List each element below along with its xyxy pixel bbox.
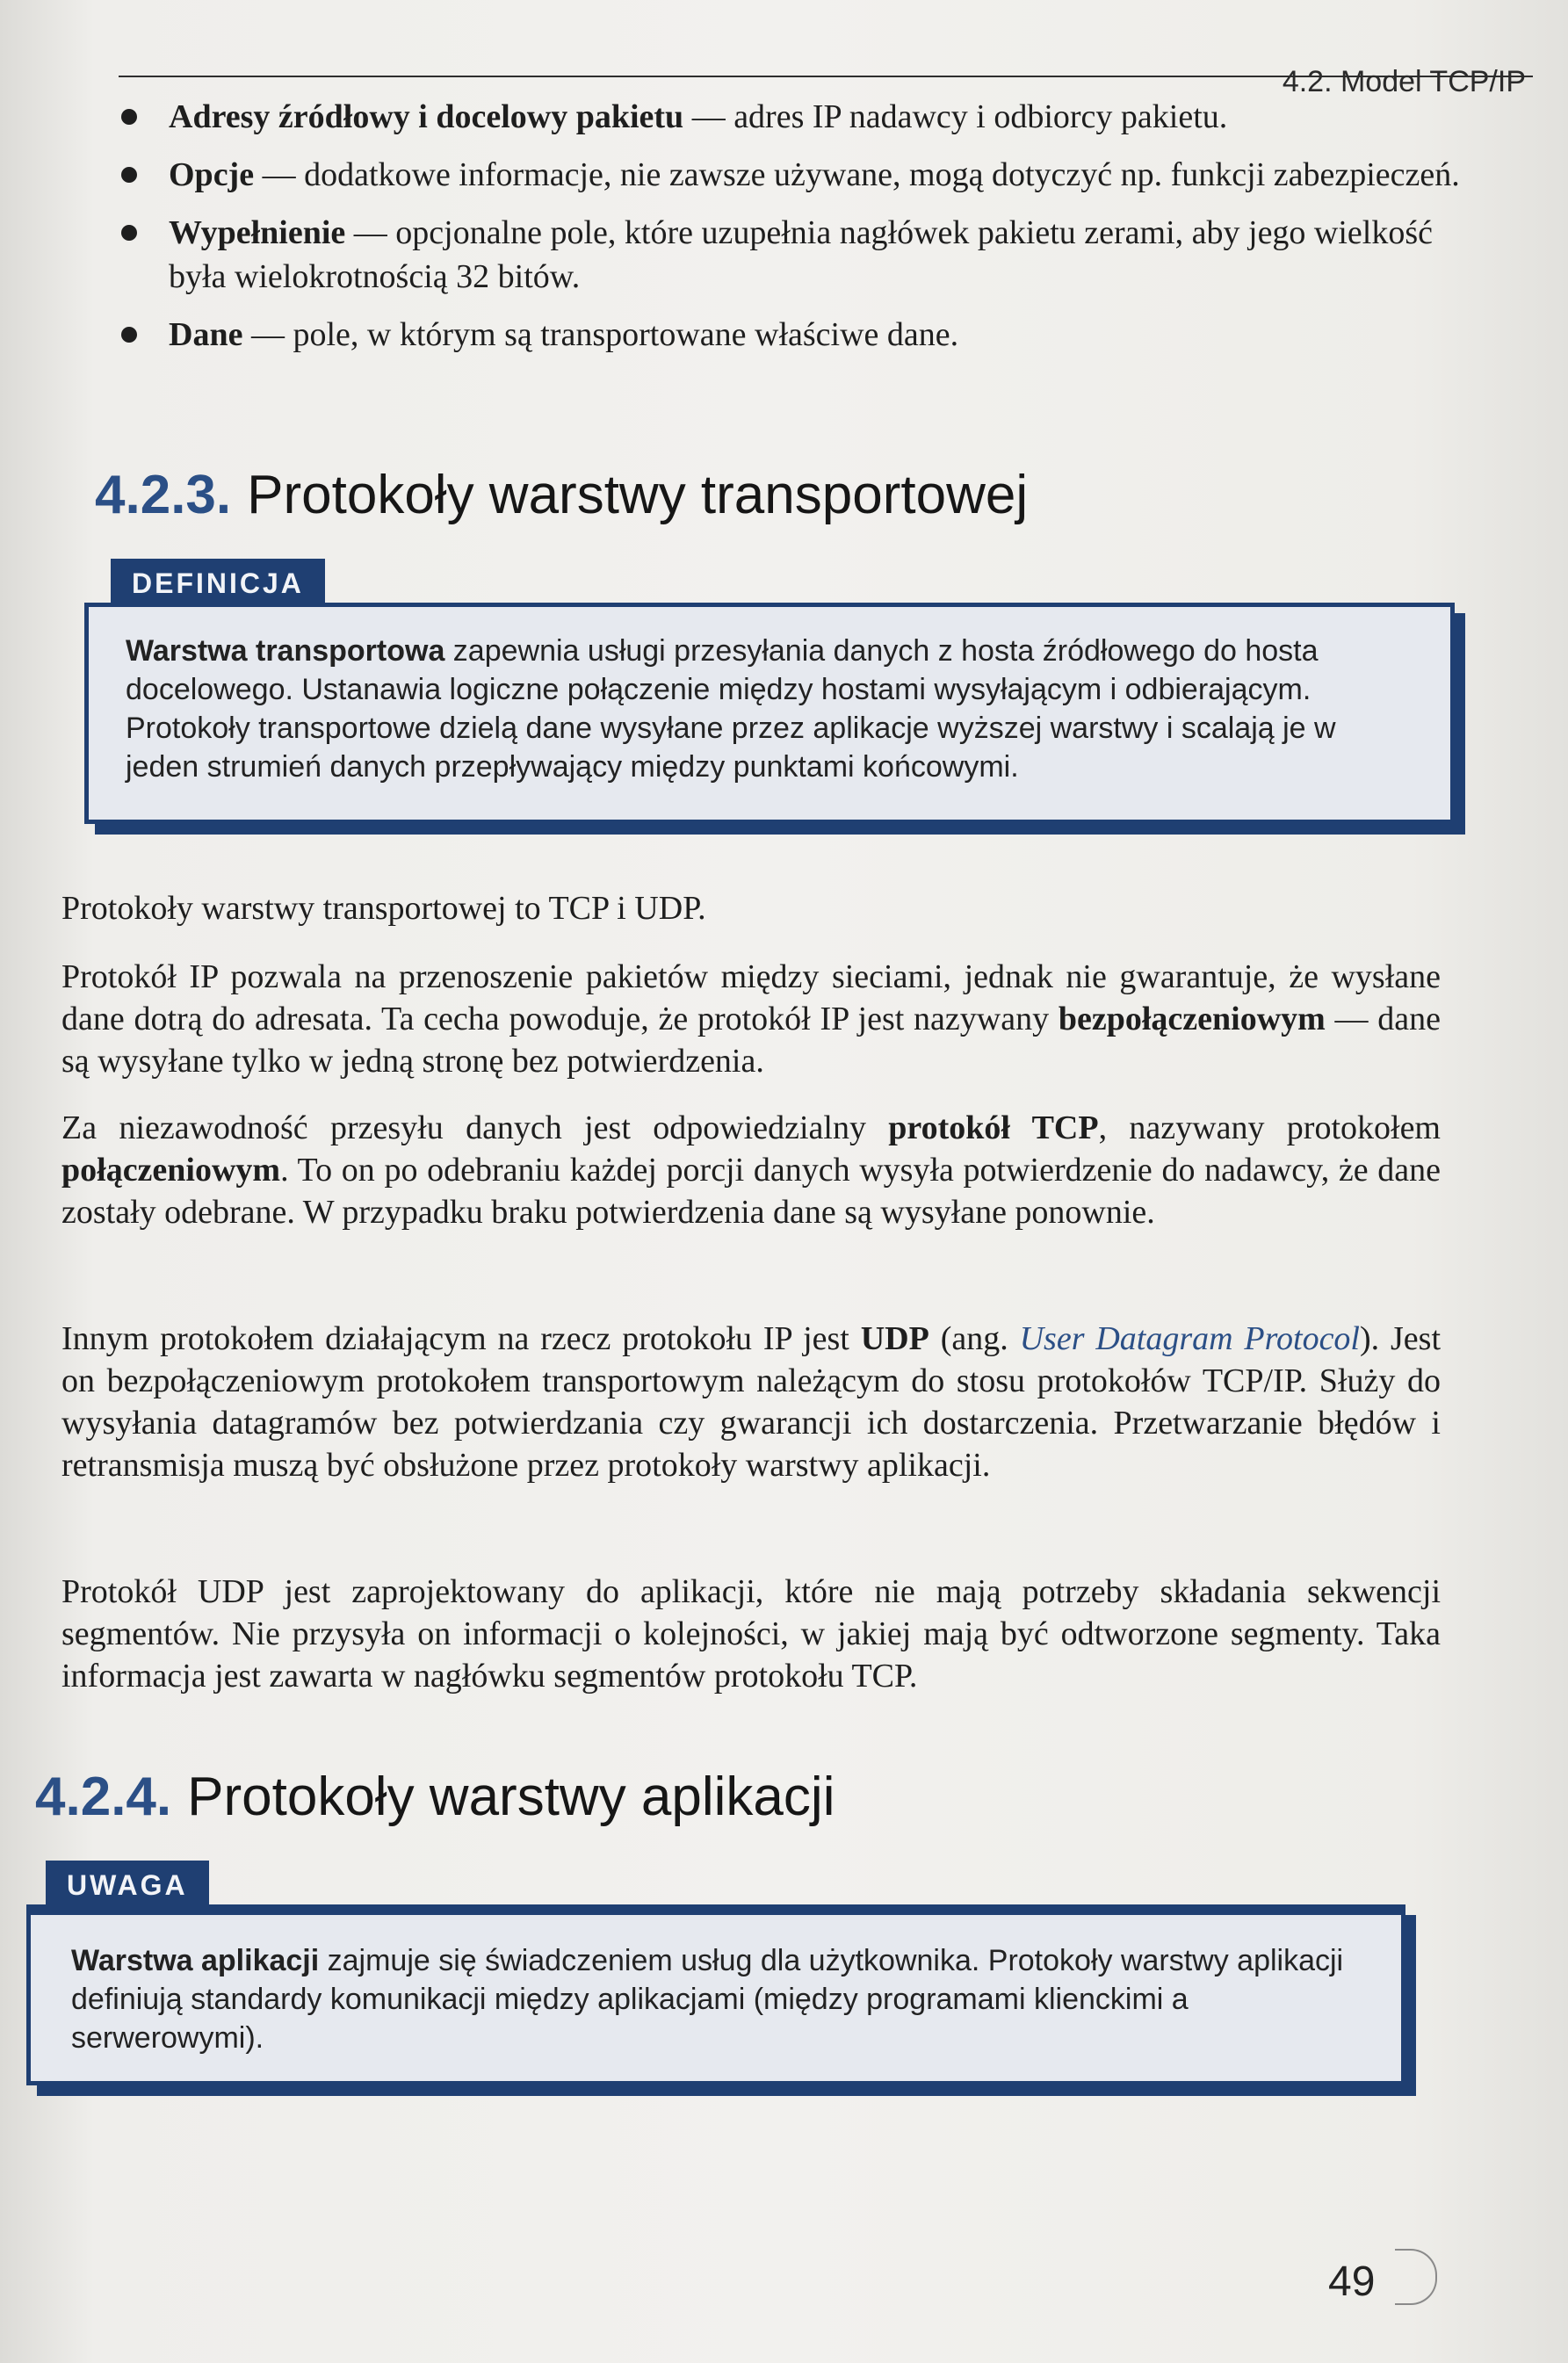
paragraph-text: Innym protokołem działającym na rzecz protokołu IP jest (61, 1320, 861, 1357)
list-item (105, 313, 1493, 357)
paragraph (61, 1107, 1441, 1233)
note-box (26, 1904, 1405, 2085)
paragraph (61, 1571, 1441, 1697)
list-item-text: — adres IP nadawcy i odbiorcy pakietu. (683, 98, 1228, 135)
definition-text: zapewnia usługi przesyłania danych z hosta źródłowego do hosta docelowego. Ustanawia logiczne połączenie między hostami wysyłającym i odbierającym. Protokoły transportowe dzielą dane wysyłane przez aplikacje wyższej warstwy i scalają je w jeden strumień danych przepływający między punktami końcowymi. (126, 634, 1336, 784)
list-item-term: Dane (169, 316, 243, 353)
field-list (105, 95, 1493, 371)
paragraph-text: . To on po odebraniu każdej porcji danych wysyła potwierdzenie do nadawcy, że dane zostały odebrane. W przypadku braku potwierdzenia dane są wysyłane ponownie. (61, 1152, 1441, 1231)
paragraph (61, 956, 1441, 1082)
paragraph-text: ). Jest on bezpołączeniowym protokołem transportowym należącym do stosu protokołów TCP/IP. Służy do wysyłania datagramów bez potwierdzania czy gwarancji ich dostarczenia. Przetwarzanie błędów i retransmisja muszą być obsłużone przez protokoły warstwy aplikacji. (61, 1320, 1442, 1484)
paragraph-text: Protokół IP pozwala na przenoszenie pakietów między sieciami, jednak nie gwarantuje, że wysłane dane dotrą do adresata. Ta cecha powoduje, że protokół IP jest nazywany (61, 958, 1441, 1037)
list-item (105, 95, 1493, 139)
section-number: 4.2.3. (95, 465, 232, 525)
running-head: 4.2. Model TCP/IP (1282, 65, 1526, 98)
emphasis: protokół TCP (888, 1109, 1099, 1146)
bullet-icon (121, 327, 137, 343)
paragraph (61, 887, 1441, 929)
section-title: Protokoły warstwy transportowej (247, 465, 1029, 525)
english-term: User Datagram Protocol (1019, 1320, 1360, 1357)
definition-box (84, 603, 1455, 824)
bullet-icon (121, 225, 137, 241)
bullet-icon (121, 109, 137, 125)
emphasis: bezpołączeniowym (1058, 1001, 1326, 1037)
list-item-text: — opcjonalne pole, które uzupełnia nagłówek pakietu zerami, aby jego wielkość była wielokrotnością 32 bitów. (169, 214, 1434, 295)
section-heading-423 (95, 464, 1028, 526)
paragraph-text: , nazywany protokołem (1098, 1109, 1441, 1146)
list-item-text: — dodatkowe informacje, nie zawsze używane, mogą dotyczyć np. funkcji zabezpieczeń. (254, 156, 1460, 193)
definition-label: DEFINICJA (111, 559, 325, 608)
list-item (105, 211, 1493, 299)
paragraph-text: Protokoły warstwy transportowej to TCP i UDP. (61, 890, 706, 927)
section-number: 4.2.4. (35, 1767, 172, 1827)
definition-term: Warstwa transportowa (126, 634, 445, 668)
list-item-text: — pole, w którym są transportowane właściwe dane. (242, 316, 959, 353)
bullet-icon (121, 167, 137, 183)
emphasis: UDP (860, 1320, 929, 1357)
list-item-term: Wypełnienie (169, 214, 346, 251)
list-item (105, 153, 1493, 197)
note-term: Warstwa aplikacji (71, 1944, 320, 1977)
note-text: zajmuje się świadczeniem usług dla użytkownika. Protokoły warstwy aplikacji definiują standardy komunikacji między aplikacjami (między programami klienckimi a serwerowymi). (71, 1944, 1344, 2055)
list-item-term: Opcje (169, 156, 255, 193)
paragraph-text: Protokół UDP jest zaprojektowany do aplikacji, które nie mają potrzeby składania sekwencji segmentów. Nie przysyła on informacji o kolejności, w jakiej mają być odtworzone segmenty. Taka informacja jest zawarta w nagłówku segmentów protokołu TCP. (61, 1573, 1441, 1695)
paragraph-text: (ang. (929, 1320, 1020, 1357)
emphasis: połączeniowym (61, 1152, 281, 1189)
section-title: Protokoły warstwy aplikacji (187, 1767, 835, 1827)
page-number: 49 (1328, 2258, 1376, 2305)
list-item-term: Adresy źródłowy i docelowy pakietu (169, 98, 684, 135)
paragraph-text: — dane są wysyłane tylko w jedną stronę bez potwierdzenia. (61, 1001, 1441, 1080)
paragraph-text: Za niezawodność przesyłu danych jest odpowiedzialny (61, 1109, 889, 1146)
section-heading-424 (35, 1766, 835, 1828)
page-corner-ornament (1395, 2249, 1437, 2305)
paragraph (61, 1318, 1441, 1486)
note-label: UWAGA (46, 1861, 209, 1910)
